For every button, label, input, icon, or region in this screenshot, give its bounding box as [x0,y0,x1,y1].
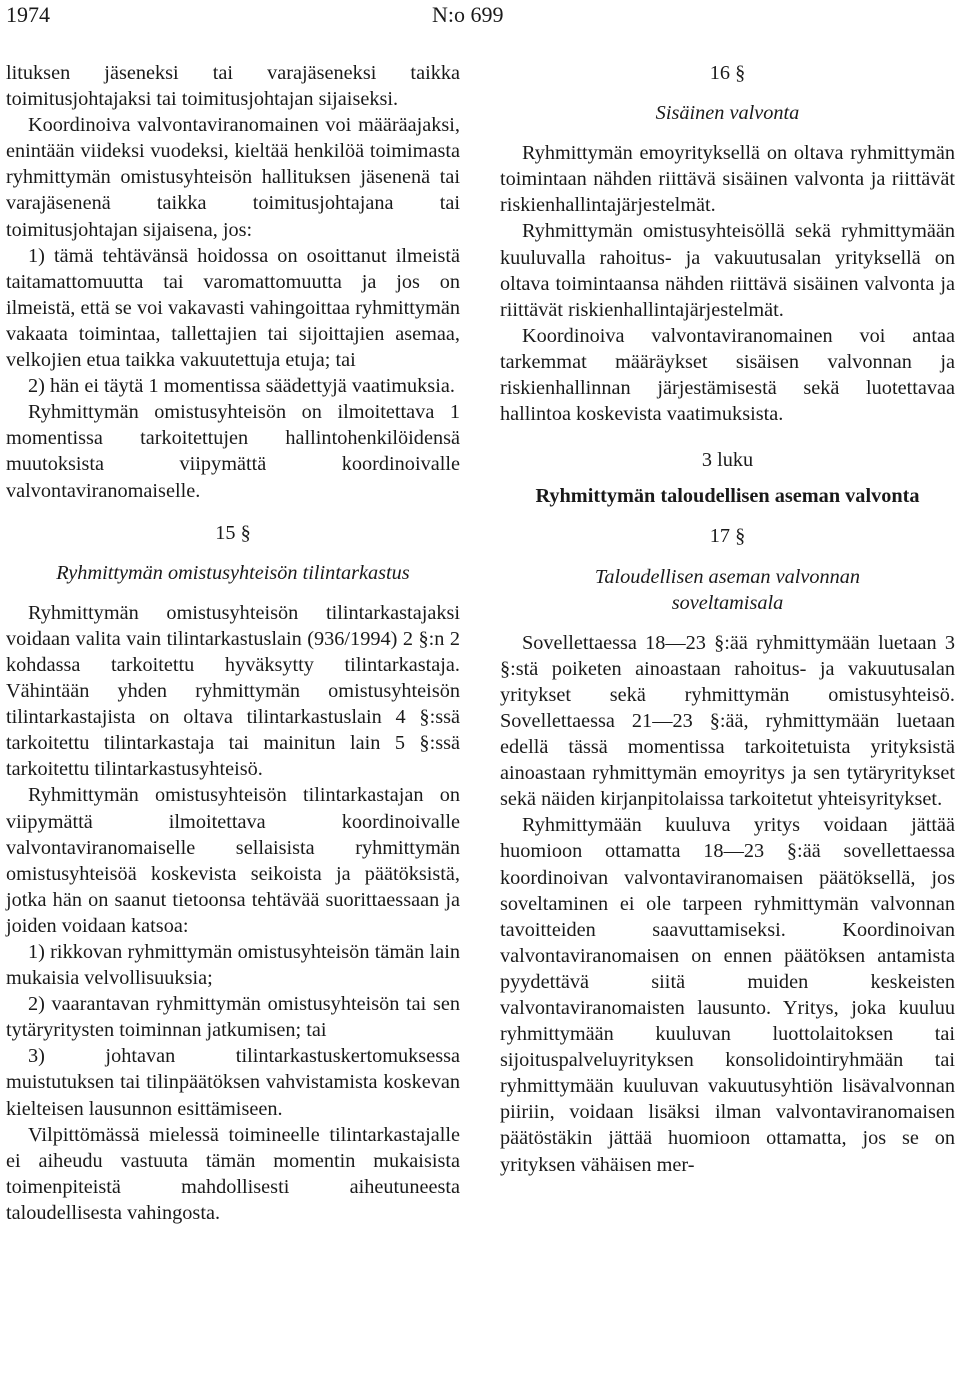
section-number: 16 § [709,62,746,84]
list-item: 3) johtavan tilintarkastuskertomuksessa muistutuksen tai tilinpäätöksen vahvistamista koskevan kielteisen lausunnon esittämiseen. [6,1045,460,1120]
list-item: 1) rikkovan ryhmittymän omistusyhteisön tämän lain mukaisia velvollisuuksia; [6,941,460,990]
section-number: 17 § [709,525,746,548]
paragraph: Ryhmittymän omistusyhteisöllä sekä ryhmittymään kuuluvalla rahoitus- ja vakuutusalan yrityksellä on oltava toimintaansa nähden riittävä sisäinen valvonta ja riittävät riskienhallintajärjestelmät. [500,220,955,321]
paragraph: Koordinoiva valvontaviranomainen voi määräajaksi, enintään viideksi vuodeksi, kieltää henkilöä toimimasta ryhmittymän omistusyhteisön hallituksen jäsenenä tai varajäsenenä taikka toimitusjohtajana tai toimitusjohtajan sijaisena, jos: [6,114,460,241]
paragraph: Ryhmittymään kuuluva yritys voidaan jättää huomioon ottamatta 18—23 §:ää sovellettaessa koordinoivan valvontaviranomaisen päätöksellä, jos soveltaminen ei ole tarpeen ryhmittymän valvonnan tavoitteiden saavuttamiseksi. Koordinoivan valvontaviranomaisen on ennen päätöksen antamista pyydettävä siitä muiden keskeisten valvontaviranomaisten lausunto. Yritys, joka kuuluu ryhmittymään kuuluvan luottolaitoksen tai sijoituspalveluyrityksen konsolidointiryhmään tai ryhmittymään kuuluvan vakuutusyhtiön lisävalvonnan piiriin, voidaan lisäksi ilman valvontaviranomaisen päätöstäkin jättää huomioon ottamatta, jos se on yrityksen vähäisen mer- [500,814,955,1176]
right-column [500,60,955,1178]
list-item: 2) vaarantavan ryhmittymän omistusyhteisön tai sen tytäryritysten toiminnan jatkumisen; tai [6,993,460,1042]
section-title: Sisäinen valvonta [655,102,800,125]
page-header [0,0,960,30]
list-item: 2) hän ei täytä 1 momentissa säädettyjä vaatimuksia. [28,375,455,398]
paragraph: Ryhmittymän omistusyhteisön on ilmoitettava 1 momentissa tarkoitettujen hallintohenkilöidensä muutoksista viipymättä koordinoivalle valvontaviranomaiselle. [6,401,460,502]
paragraph: lituksen jäseneksi tai varajäseneksi taikka toimitusjohtajaksi tai toimitusjohtajan sijaiseksi. [6,62,460,111]
document-number: N:o 699 [432,2,504,27]
paragraph: Koordinoiva valvontaviranomainen voi antaa tarkemmat määräykset sisäisen valvonnan ja riskienhallinnan järjestämisestä sekä luotettavaa hallintoa koskevista vaatimuksista. [500,324,955,426]
list-item: 1) tämä tehtävänsä hoidossa on osoittanut ilmeistä taitamattomuutta tai varomattomuutta ja jos on ilmeistä, että se voi vakavasti vahingoittaa ryhmittymän vakaata toimintaa, tallettajien tai sijoittajien asemaa, velkojien etua taikka vakuutettuja etuja; tai [6,244,460,372]
section-number: 15 § [215,521,251,544]
page-number: 1974 [6,2,50,27]
chapter-title: Ryhmittymän taloudellisen aseman valvonta [535,485,920,508]
section-title: Taloudellisen aseman valvonnan soveltamisala [594,565,861,614]
left-column [6,60,460,1226]
paragraph: Vilpittömässä mielessä toimineelle tilintarkastajalle ei aiheudu vastuuta tämän momentin mukaisista toimenpiteistä mahdollisesti aiheutuneesta taloudellisesta vahingosta. [6,1123,460,1224]
paragraph: Ryhmittymän omistusyhteisön tilintarkastajaksi voidaan valita vain tilintarkastuslain (936/1994) 2 §:n 2 kohdassa tarkoitettu hyväksytty tilintarkastaja. Vähintään yhden ryhmittymän omistusyhteisön tilintarkastajista on oltava tilintarkastuslain 4 §:ssä tarkoitettu tilintarkastaja tai mainitun lain 5 §:ssä tarkoitettu tilintarkastusyhteisö. [6,601,460,781]
section-title: Ryhmittymän omistusyhteisön tilintarkastus [56,561,410,584]
paragraph: Ryhmittymän emoyrityksellä on oltava ryhmittymän toimintaan nähden riittävä sisäinen valvonta ja riittävät riskienhallintajärjestelmät. [500,142,955,217]
paragraph: Sovellettaessa 18—23 §:ää ryhmittymään luetaan 3 §:stä poiketen ainoastaan rahoitus- ja vakuutusalan yritykset sekä ryhmittymän omistusyhteisö. Sovellettaessa 21—23 §:ää, ryhmittymään luetaan edellä tässä momentissa tarkoitetuista yrityksistä ainoastaan ryhmittymän emoyritys ja sen tytäryritykset sekä näiden kirjanpitolaissa tarkoitetut yhteisyritykset. [500,631,955,811]
chapter-number: 3 luku [701,449,754,472]
paragraph: Ryhmittymän omistusyhteisön tilintarkastajan on viipymättä ilmoitettava koordinoivalle valvontaviranomaiselle sellaisista ryhmittymän omistusyhteisöä koskevista seikoista ja päätöksistä, jotka hän on saanut tietoonsa tehtävää suorittaessaan ja joiden voidaan katsoa: [6,784,460,937]
